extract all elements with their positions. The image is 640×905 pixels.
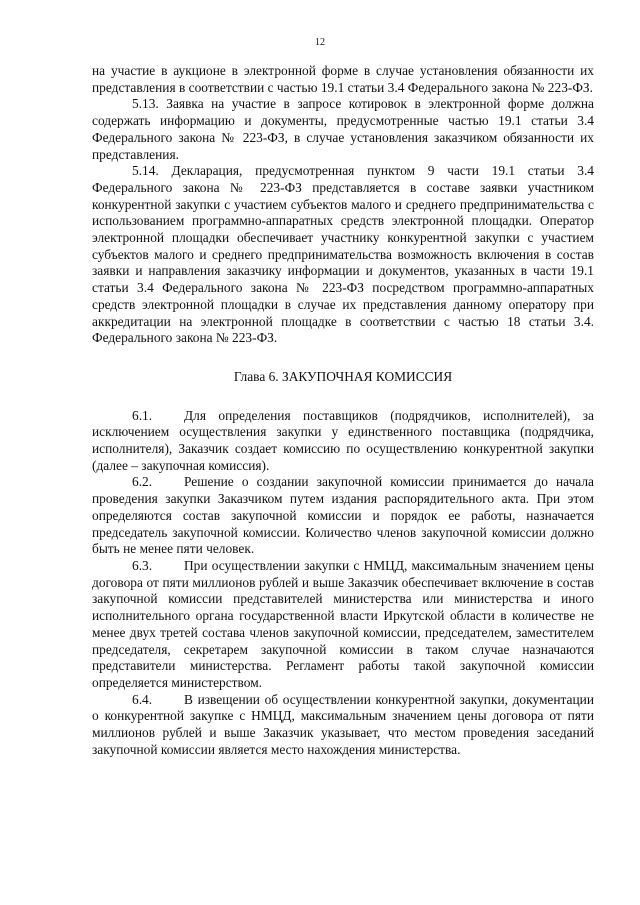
- clause-6-2: [92, 474, 594, 558]
- clause-number: 6.1.: [132, 407, 153, 423]
- clause-text: Для определения поставщиков (подрядчиков, исполнителей), за исключением осуществления закупки у единственного поставщика (подрядчика, исполнителя), Заказчик создает комиссию по осуществлению конкурентной закупки (далее – закупочная комиссия).: [92, 407, 594, 473]
- clause-number: 6.4.: [132, 691, 153, 707]
- page-number: 12: [315, 37, 325, 48]
- paragraph-continuation: на участие в аукционе в электронной форме в случае установления обязанности их представления в соответствии с частью 19.1 статьи 3.4 Федерального закона № 223-ФЗ.: [92, 63, 594, 95]
- clause-text: Решение о создании закупочной комиссии принимается до начала проведения закупки Заказчиком путем издания распорядительного акта. При этом определяются состав закупочной комиссии и порядок ее работы, назначается председатель закупочной комиссии. Количество членов закупочной комиссии должно быть не менее пяти человек.: [92, 474, 594, 557]
- clause-6-3: [92, 558, 594, 692]
- clause-text: В извещении об осуществлении конкурентной закупки, документации о конкурентной закупке с НМЦД, максимальным значением цены договора от пяти миллионов рублей и выше Заказчик указывает, что местом проведения заседаний закупочной комиссии является место нахождения министерства.: [92, 691, 594, 757]
- clause-6-1: [92, 408, 594, 475]
- clause-text: При осуществлении закупки с НМЦД, максимальным значением цены договора от пяти миллионов рублей и выше Заказчик обеспечивает включение в состав закупочной комиссии представителей министерства или министерства и иного исполнительного органа государственной власти Иркутской области в количестве не менее двух третей состава членов закупочной комиссии, председателем, заместителем председателя, секретарем закупочной комиссии в таком случае назначаются представители министерства. Регламент работы такой закупочной комиссии определяется министерством.: [92, 557, 594, 690]
- chapter-heading: Глава 6. ЗАКУПОЧНАЯ КОМИССИЯ: [233, 368, 453, 384]
- clause-number: 6.3.: [132, 557, 153, 573]
- paragraph-5-13: 5.13. Заявка на участие в запросе котировок в электронной форме должна содержать информацию и документы, предусмотренные частью 19.1 статьи 3.4 Федерального закона № 223-ФЗ, в случае установления заказчиком обязанности их представления.: [92, 96, 594, 162]
- document-body: [92, 63, 594, 758]
- clause-number: 6.2.: [132, 474, 153, 490]
- clause-6-4: [92, 692, 594, 759]
- paragraph-5-14: 5.14. Декларация, предусмотренная пунктом 9 части 19.1 статьи 3.4 Федерального закона № 223-ФЗ представляется в составе заявки участником конкурентной закупки с участием субъектов малого и среднего предпринимательства с использованием программно-аппаратных средств электронной площадки. Оператор электронной площадки обеспечивает участнику конкурентной закупки с участием субъектов малого и среднего предпринимательства возможность включения в состав заявки и направления заказчику информации и документов, указанных в части 19.1 статьи 3.4 Федерального закона № 223-ФЗ посредством программно-аппаратных средств электронной площадки в случае их представления данному оператору при аккредитации на электронной площадке в соответствии с частью 18 статьи 3.4. Федерального закона № 223-ФЗ.: [92, 163, 594, 346]
